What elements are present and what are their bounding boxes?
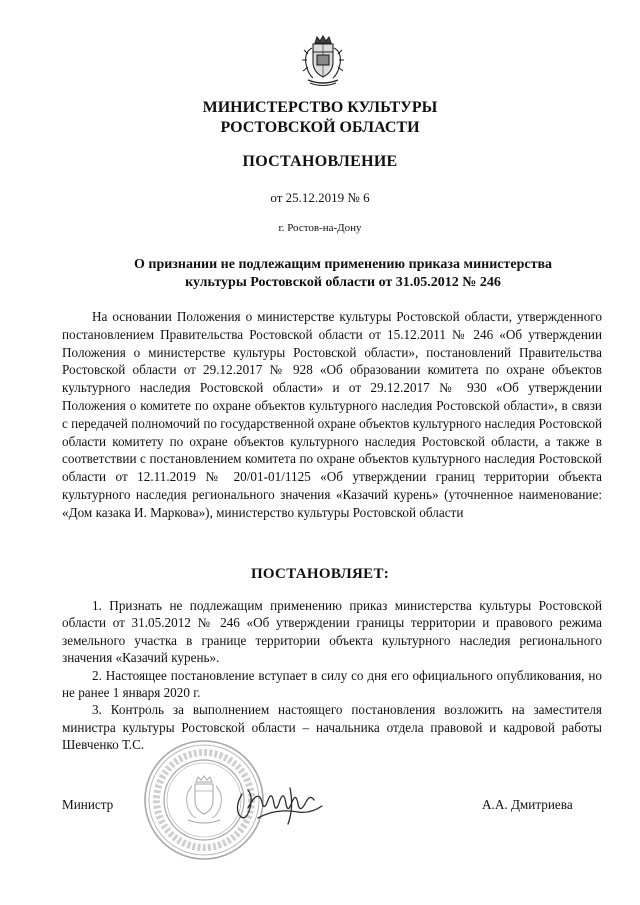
document-date-number: от 25.12.2019 № 6 [270, 190, 370, 205]
resolution-item-3: 3. Контроль за выполнением настоящего постановления возложить на заместителя министра культуры Ростовской области – начальника отдела правовой и кадровой работы Шевченко Т.С. [62, 702, 602, 753]
document-type: ПОСТАНОВЛЕНИЕ [242, 153, 398, 170]
document-title-line2: культуры Ростовской области от 31.05.2012 № 246 [185, 275, 501, 290]
signer-position: Министр [62, 797, 114, 812]
resolution-items [62, 597, 602, 754]
document-title-line1: О признании не подлежащим применению приказа министерства [133, 257, 553, 272]
preamble-paragraph: На основании Положения о министерстве культуры Ростовской области, утвержденного постановлением Правительства Ростовской области от 15.12.2011 № 246 «Об утверждении Положения о министерстве культуры Ростовской области», постановлений Правительства Ростовской области от 29.12.2017 № 928 «Об образовании комитета по охране объектов культурного наследия Ростовской области» и от 29.12.2017 № 930 «Об утверждении Положения о комитете по охране объектов культурного наследия Ростовской области», в связи с передачей полномочий по государственной охране объектов культурного наследия Ростовской области комитету по охране объектов культурного наследия Ростовской области, а также в соответствии с постановлением комитета по охране объектов культурного наследия Ростовской области от 12.11.2019 № 20/01-01/1125 «Об утверждении границ территории объекта культурного наследия регионального значения «Казачий курень» (уточненное наименование: «Дом казака И. Маркова»), министерство культуры Ростовской области [62, 309, 602, 520]
handwritten-signature-icon [228, 778, 328, 830]
coat-of-arms-icon [300, 34, 346, 88]
ministry-name-line2: РОСТОВСКОЙ ОБЛАСТИ [220, 119, 420, 136]
document-title [108, 256, 578, 292]
resolution-item-2: 2. Настоящее постановление вступает в силу со дня его официального опубликования, но не ранее 1 января 2020 г. [62, 667, 602, 701]
resolves-heading: ПОСТАНОВЛЯЕТ: [250, 566, 390, 582]
ministry-name-line1: МИНИСТЕРСТВО КУЛЬТУРЫ [202, 99, 438, 116]
document-place: г. Ростов-на-Дону [278, 222, 362, 234]
ministry-heading [0, 98, 640, 138]
resolution-item-1: 1. Признать не подлежащим применению приказ министерства культуры Ростовской области от 31.05.2012 № 246 «Об утверждении границы территории и правового режима земельного участка в границе территории объекта культурного наследия регионального значения «Казачий курень». [62, 598, 602, 666]
signer-name: А.А. Дмитриева [482, 797, 573, 812]
